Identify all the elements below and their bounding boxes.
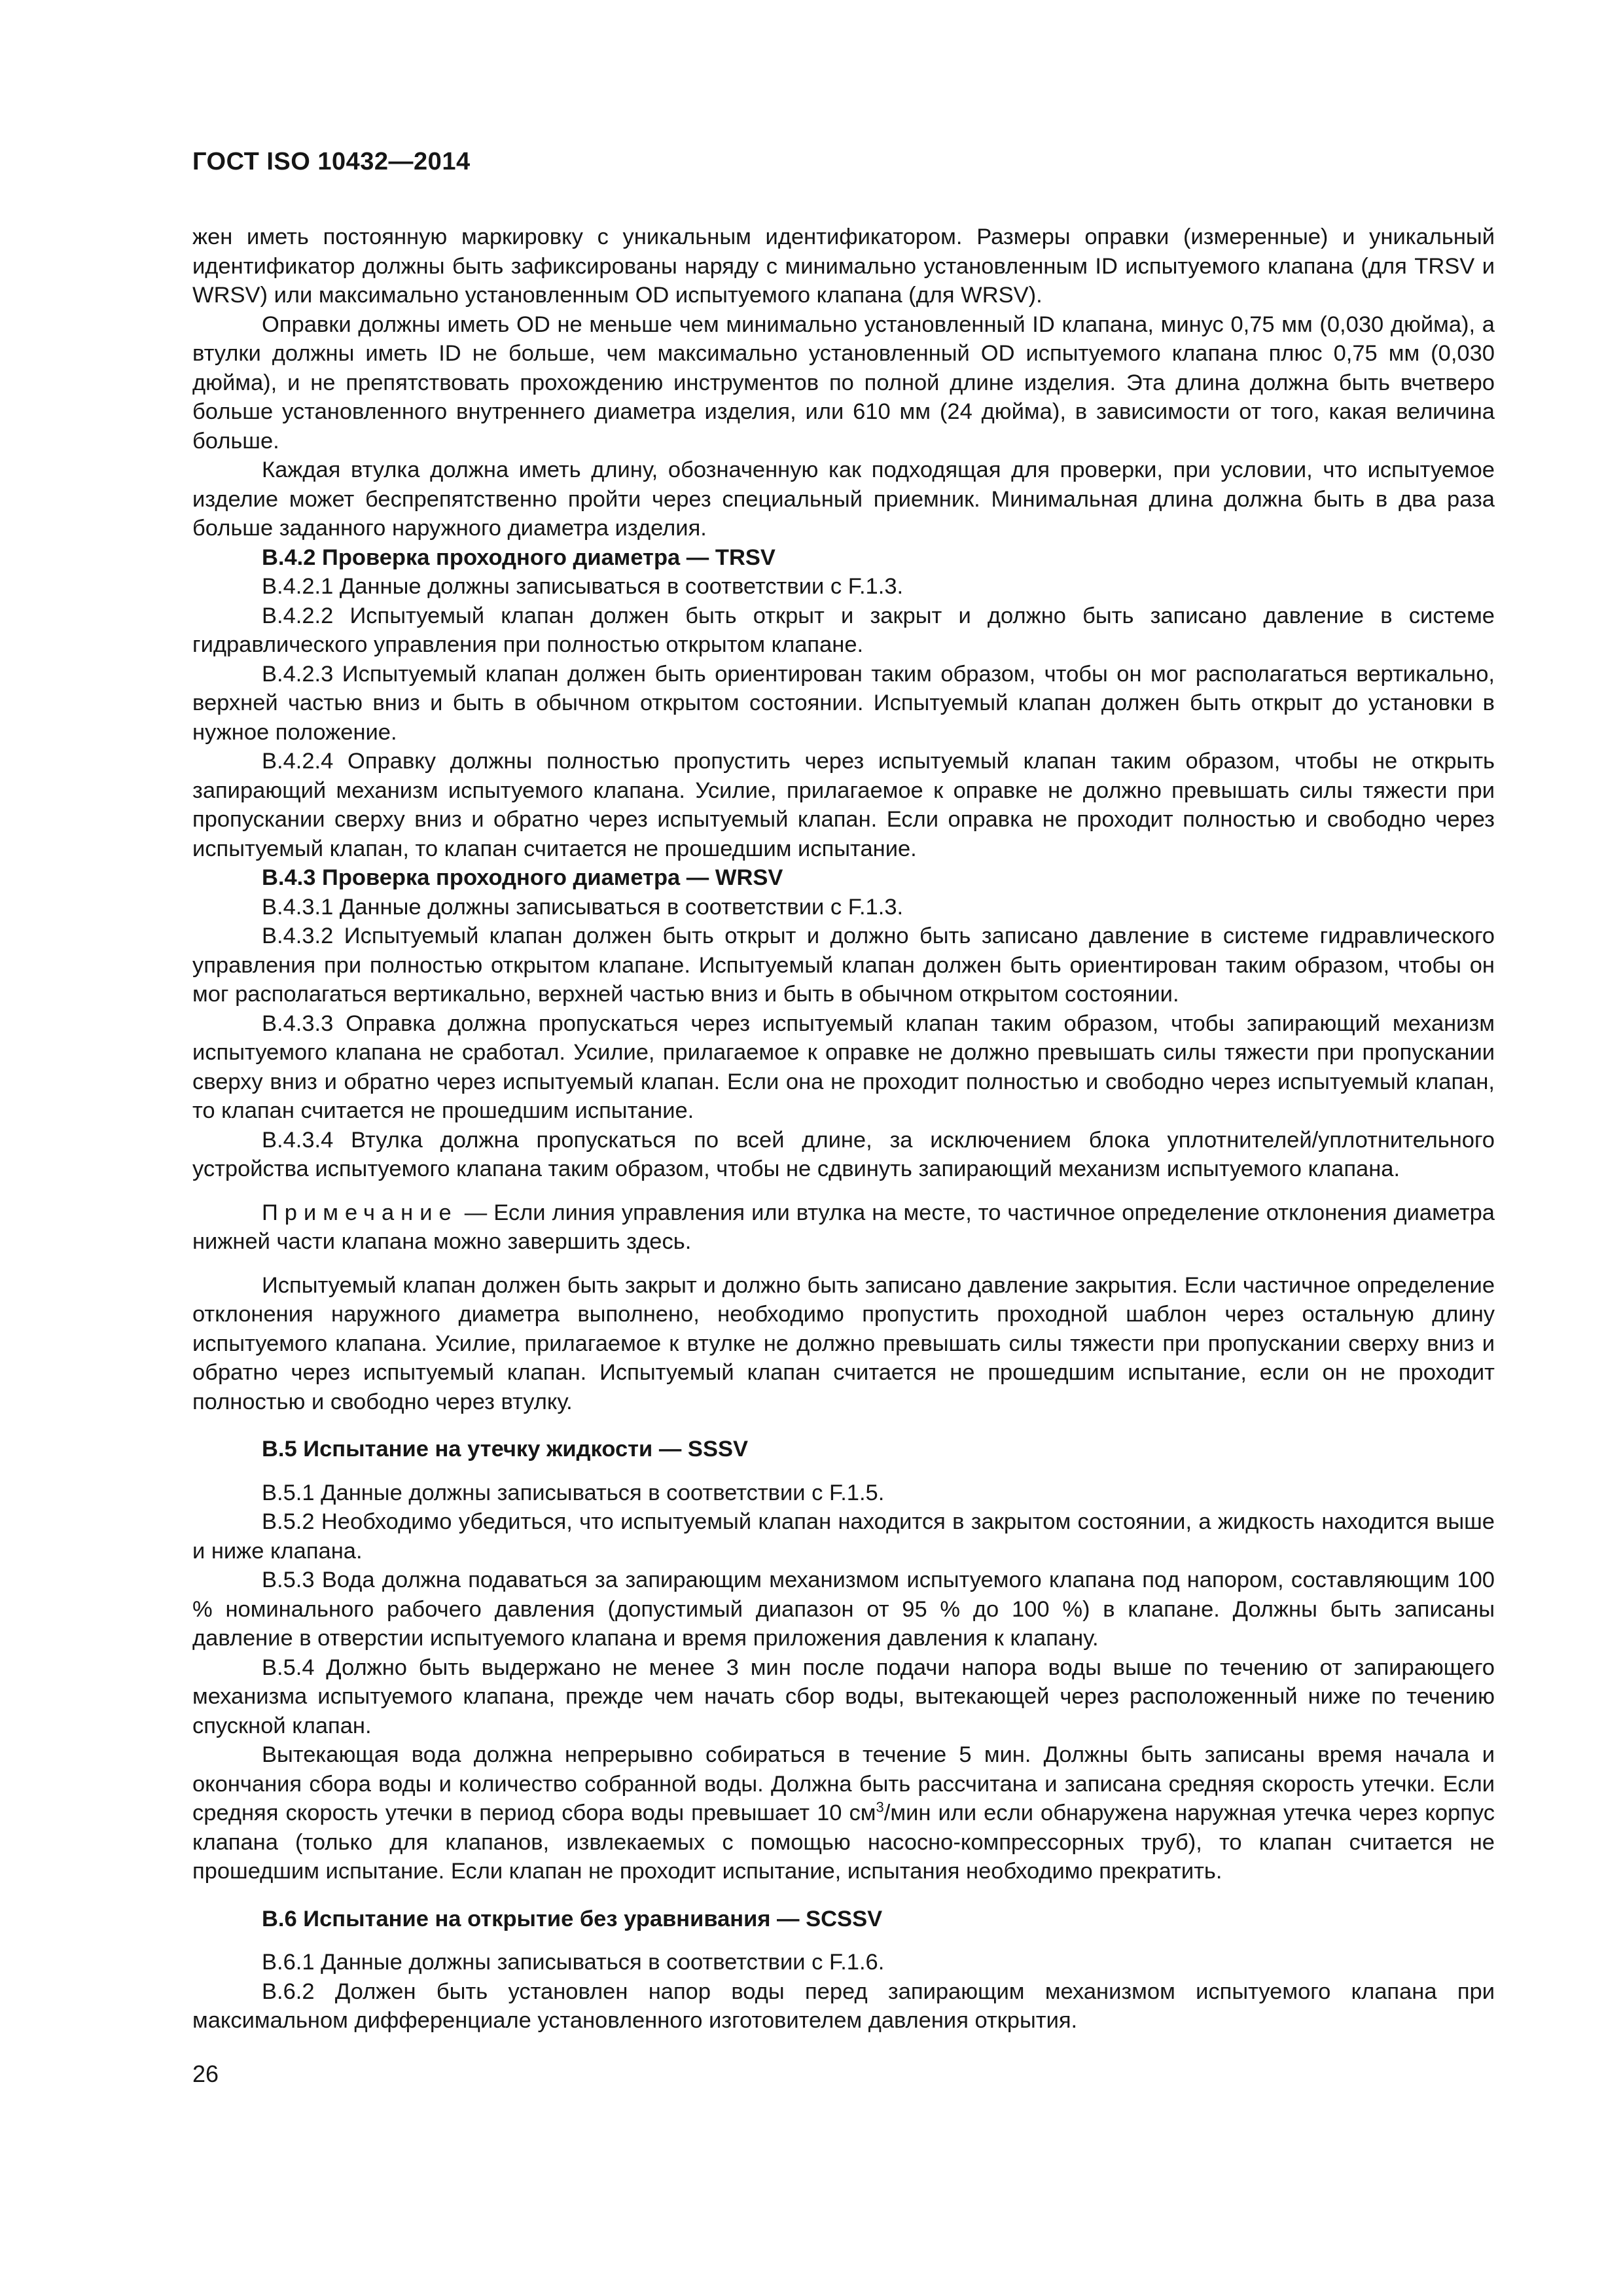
page-number: 26 bbox=[192, 2060, 219, 2087]
paragraph-text: /мин или если обнаружена наружная утечка через корпус клапана (только для клапанов, извлекаемых с помощью насосно-компрессорных труб), то клапан считается не прошедшим испытание. Если клапан не проходит испытание, испытания необходимо прекратить. bbox=[192, 1801, 1495, 1884]
paragraph: Испытуемый клапан должен быть закрыт и должно быть записано давление закрытия. Если частичное определение отклонения наружного диаметра выполнено, необходимо пропустить проходной шаблон через остальную длину испытуемого клапана. Усилие, прилагаемое к втулке не должно превышать силы тяжести при пропускании сверху вниз и обратно через испытуемый клапан. Испытуемый клапан считается не прошедшим испытание, если он не проходит полностью и свободно через втулку. bbox=[192, 1272, 1495, 1414]
paragraph: В.4.2.4 Оправку должны полностью пропустить через испытуемый клапан таким образом, чтобы не открыть запирающий механизм испытуемого клапана. Усилие, прилагаемое к оправке не должно превышать силы тяжести при пропускании сверху вниз и обратно через испытуемый клапан. Если оправка не проходит полностью и свободно через испытуемый клапан, то клапан считается не прошедшим испытание. bbox=[192, 749, 1495, 861]
subsection-heading: В.4.2 Проверка проходного диаметра — TRSV bbox=[262, 545, 776, 570]
paragraph: В.4.2.3 Испытуемый клапан должен быть ориентирован таким образом, чтобы он мог располагаться вертикально, верхней частью вниз и быть в обычном открытом состоянии. Испытуемый клапан должен быть открыт до установки в нужное положение. bbox=[192, 661, 1495, 745]
paragraph: В.4.3.4 Втулка должна пропускаться по всей длине, за исключением блока уплотнителей/уплотнительного устройства испытуемого клапана таким образом, чтобы не сдвинуть запирающий механизм испытуемого клапана. bbox=[192, 1127, 1495, 1181]
paragraph: В.5.4 Должно быть выдержано не менее 3 мин после подачи напора воды выше по течению от запирающего механизма испытуемого клапана, прежде чем начать сбор воды, вытекающей через расположенный ниже по течению спускной клапан. bbox=[192, 1655, 1495, 1738]
paragraph: Оправки должны иметь OD не меньше чем минимально установленный ID клапана, минус 0,75 мм (0,030 дюйма), а втулки должны иметь ID не больше, чем максимально установленный OD испытуемого клапана плюс 0,75 мм (0,030 дюйма), и не препятствовать прохождению инструментов по полной длине изделия. Эта длина должна быть вчетверо больше установленного внутреннего диаметра изделия, или 610 мм (24 дюйма), в зависимости от того, какая величина больше. bbox=[192, 312, 1495, 454]
paragraph: В.6.2 Должен быть установлен напор воды перед запирающим механизмом испытуемого клапана при максимальном дифференциале установленного изготовителем давления открытия. bbox=[192, 1979, 1495, 2033]
document-body bbox=[192, 223, 1495, 2036]
note-paragraph bbox=[192, 1198, 1495, 1257]
superscript: 3 bbox=[876, 1799, 884, 1816]
paragraph: В.4.3.2 Испытуемый клапан должен быть открыт и должно быть записано давление в системе гидравлического управления при полностью открытом клапане. Испытуемый клапан должен быть ориентирован таким образом, чтобы он мог располагаться вертикально, верхней частью вниз и быть в обычном открытом состоянии. bbox=[192, 924, 1495, 1007]
paragraph bbox=[192, 1740, 1495, 1886]
document-header: ГОСТ ISO 10432—2014 bbox=[192, 148, 471, 175]
paragraph: В.6.1 Данные должны записываться в соответствии с F.1.6. bbox=[262, 1950, 885, 1975]
paragraph-text: Вытекающая вода должна непрерывно собираться в течение 5 мин. Должны быть записаны время начала и окончания сбора воды и количество собранной воды. Должна быть рассчитана и записана средняя скорость утечки. Если средняя скорость утечки в период сбора воды превышает 10 см bbox=[192, 1742, 1495, 1825]
paragraph: В.5.3 Вода должна подаваться за запирающим механизмом испытуемого клапана под напором, составляющим 100 % номинального рабочего давления (допустимый диапазон от 95 % до 100 %) в клапане. Должны быть записаны давление в отверстии испытуемого клапана и время приложения давления к клапану. bbox=[192, 1568, 1495, 1651]
note-label: Примечание bbox=[262, 1200, 458, 1225]
paragraph: В.5.2 Необходимо убедиться, что испытуемый клапан находится в закрытом состоянии, а жидкость находится выше и ниже клапана. bbox=[192, 1509, 1495, 1564]
paragraph: В.4.3.1 Данные должны записываться в соответствии с F.1.3. bbox=[262, 894, 904, 920]
section-heading: В.6 Испытание на открытие без уравнивания — SCSSV bbox=[262, 1906, 883, 1931]
paragraph: Каждая втулка должна иметь длину, обозначенную как подходящая для проверки, при условии, что испытуемое изделие может беспрепятственно пройти через специальный приемник. Минимальная длина должна быть в два раза больше заданного наружного диаметра изделия. bbox=[192, 457, 1495, 541]
paragraph: В.4.3.3 Оправка должна пропускаться через испытуемый клапан таким образом, чтобы запирающий механизм испытуемого клапана не сработал. Усилие, прилагаемое к оправке не должно превышать силы тяжести при пропускании сверху вниз и обратно через испытуемый клапан. Если она не проходит полностью и свободно через испытуемый клапан, то клапан считается не прошедшим испытание. bbox=[192, 1011, 1495, 1123]
paragraph: жен иметь постоянную маркировку с уникальным идентификатором. Размеры оправки (измеренные) и уникальный идентификатор должны быть зафиксированы наряду с минимально установленным ID испытуемого клапана (для TRSV и WRSV) или максимально установленным OD испытуемого клапана (для WRSV). bbox=[192, 224, 1495, 308]
paragraph: В.4.2.2 Испытуемый клапан должен быть открыт и закрыт и должно быть записано давление в системе гидравлического управления при полностью открытом клапане. bbox=[192, 603, 1495, 657]
paragraph: В.4.2.1 Данные должны записываться в соответствии с F.1.3. bbox=[262, 574, 904, 599]
section-heading: В.5 Испытание на утечку жидкости — SSSV bbox=[262, 1437, 748, 1462]
paragraph: В.5.1 Данные должны записываться в соответствии с F.1.5. bbox=[262, 1480, 885, 1505]
note-text: — Если линия управления или втулка на месте, то частичное определение отклонения диаметра нижней части клапана можно завершить здесь. bbox=[192, 1200, 1495, 1254]
subsection-heading: В.4.3 Проверка проходного диаметра — WRSV bbox=[262, 865, 783, 890]
